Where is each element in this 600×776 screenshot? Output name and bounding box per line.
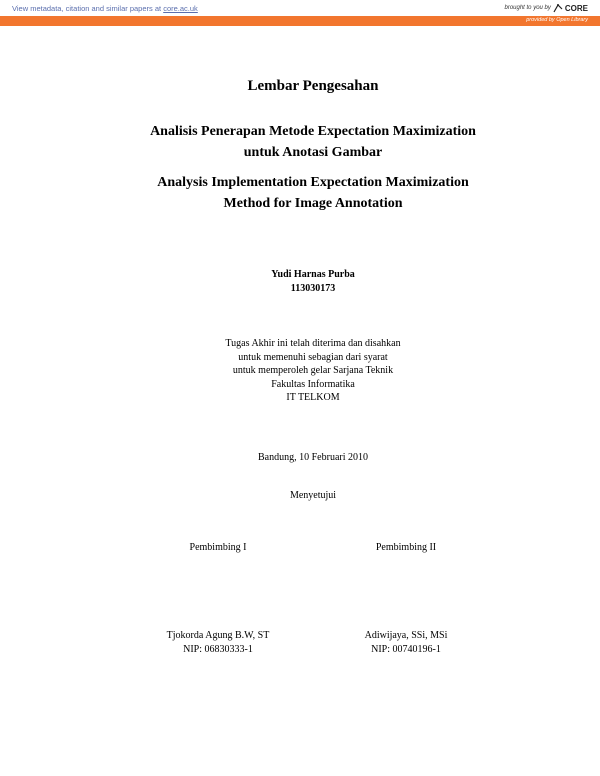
title-en-line: Analysis Implementation Expectation Maximization <box>157 175 469 190</box>
supervisor-2-nip: NIP: 00740196-1 <box>371 644 441 655</box>
core-logo-icon <box>553 3 563 13</box>
page-title: Lembar Pengesahan <box>247 78 379 94</box>
author-nim: 113030173 <box>290 283 336 294</box>
supervisor-1-name: Tjokorda Agung B.W, ST <box>166 630 270 641</box>
core-banner <box>0 0 600 26</box>
statement-line: Tugas Akhir ini telah diterima dan disahkan <box>225 338 401 349</box>
supervisor-1-signature-block <box>118 629 318 657</box>
supervisor-2-name: Adiwijaya, SSi, MSi <box>364 630 448 641</box>
statement-line: Fakultas Informatika <box>271 378 355 390</box>
approval-label: Menyetujui <box>289 490 337 501</box>
author-name: Yudi Harnas Purba <box>271 269 355 280</box>
supervisor-2-signature-block <box>306 629 506 657</box>
core-orange-stripe <box>0 16 600 26</box>
supervisor-2-role: Pembimbing II <box>375 542 437 553</box>
supervisor-1-nip: NIP: 06830333-1 <box>183 644 253 655</box>
title-id-line: untuk Anotasi Gambar <box>243 145 383 160</box>
core-brand-name: CORE <box>564 3 588 13</box>
approval-statement <box>0 337 600 405</box>
thesis-title-indonesian <box>0 121 600 163</box>
provided-by-text: provided by Open Library <box>526 17 588 23</box>
core-metadata-link-text <box>12 4 198 13</box>
core-link-prefix: View metadata, citation and similar papers at <box>12 4 164 13</box>
supervisor-1-role: Pembimbing I <box>189 542 247 553</box>
place-date: Bandung, 10 Februari 2010 <box>258 452 368 463</box>
statement-line: untuk memperoleh gelar Sarjana Teknik <box>232 365 394 376</box>
title-id-line: Analisis Penerapan Metode Expectation Maximization <box>150 124 476 139</box>
title-en-line: Method for Image Annotation <box>223 196 403 211</box>
thesis-title-english <box>0 172 600 214</box>
statement-line: IT TELKOM <box>286 392 340 403</box>
brought-by-text: brought to you by <box>504 5 551 11</box>
core-link[interactable]: core.ac.uk <box>163 4 198 13</box>
core-brand[interactable] <box>505 3 589 13</box>
statement-line: untuk memenuhi sebagian dari syarat <box>238 351 388 363</box>
author-block <box>0 268 600 296</box>
